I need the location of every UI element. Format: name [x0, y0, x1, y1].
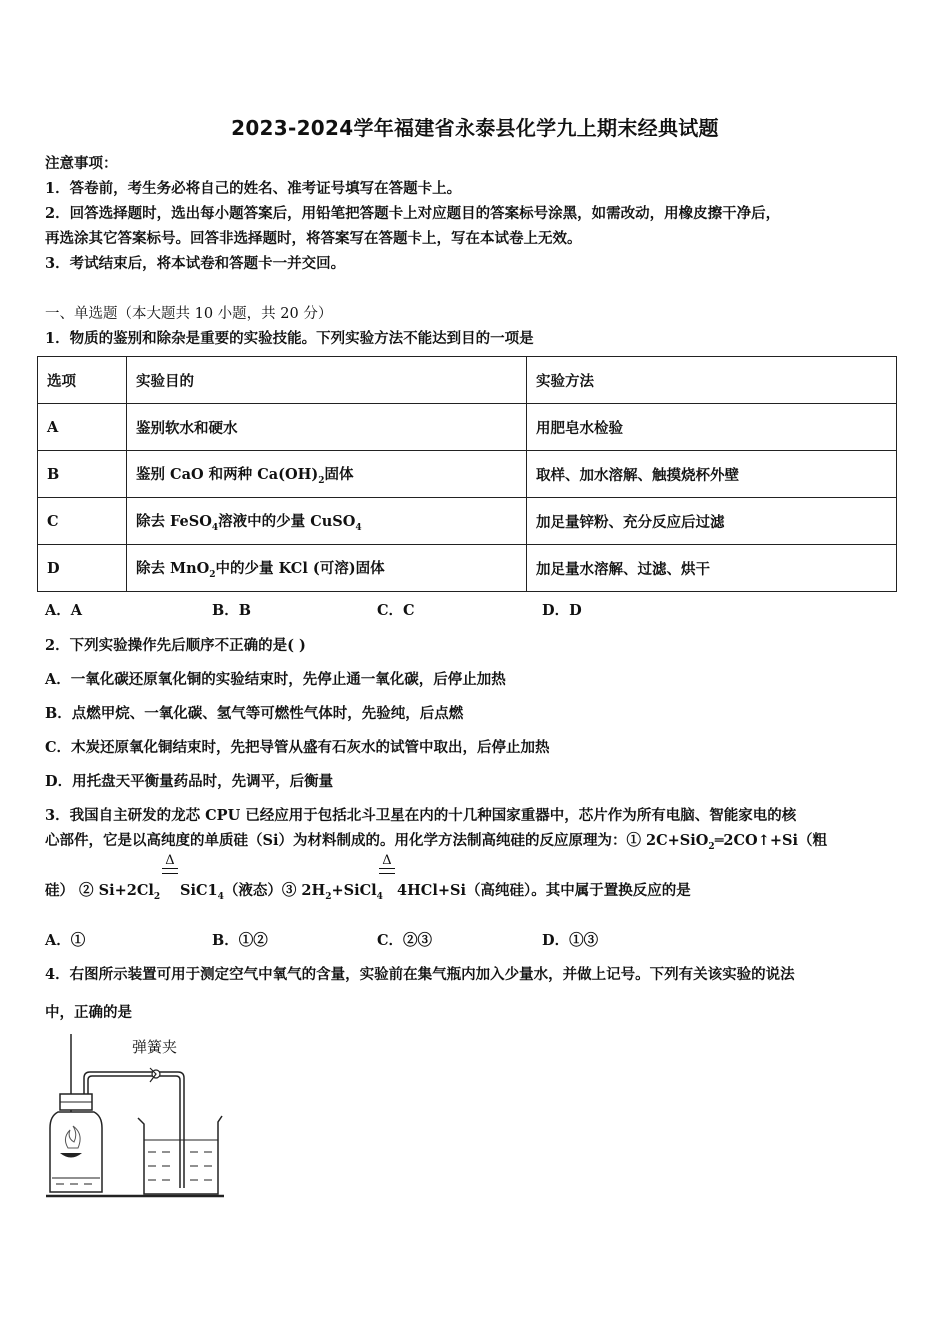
- table-row: [38, 451, 897, 498]
- row-method: 加足量锌粉、充分反应后过滤: [527, 498, 897, 545]
- q1-option-a: A．A: [45, 602, 83, 619]
- heat-condition-2: Δ: [379, 855, 395, 874]
- notice-item-2-cont: 再选涂其它答案标号。回答非选择题时，将答案写在答题卡上，写在本试卷上无效。: [45, 230, 582, 247]
- q3-option-c: C．②③: [377, 932, 433, 949]
- q4-line-2: 中，正确的是: [45, 1004, 132, 1021]
- row-method: 取样、加水溶解、触摸烧杯外壁: [527, 451, 897, 498]
- row-method: 用肥皂水检验: [527, 404, 897, 451]
- row-purpose: 除去 MnO$_2$中的少量 KCl (可溶)固体: [127, 545, 527, 592]
- apparatus-figure: [40, 1028, 240, 1208]
- table-header-row: [38, 357, 897, 404]
- q1-option-b: B．B: [212, 602, 252, 619]
- q1-option-c: C．C: [377, 602, 415, 619]
- q3-line-2: 心部件，它是以高纯度的单质硅（Si）为材料制成的。用化学方法制高纯硅的反应原理为：① 2C+SiO$_2$═2CO↑+Si（粗: [45, 832, 827, 852]
- q2-option-c: C．木炭还原氧化铜结束时，先把导管从盛有石灰水的试管中取出，后停止加热: [45, 739, 550, 756]
- clamp-label: 弹簧夹: [132, 1038, 178, 1056]
- row-purpose: 鉴别软水和硬水: [127, 404, 527, 451]
- row-option: D: [38, 545, 127, 592]
- q4-line-1: 4．右图所示装置可用于测定空气中氧气的含量，实验前在集气瓶内加入少量水，并做上记号。下列有关该实验的说法: [45, 966, 795, 983]
- notice-heading: 注意事项：: [45, 155, 118, 172]
- q3-line-1: 3．我国自主研发的龙芯 CPU 已经应用于包括北斗卫星在内的十几种国家重器中，芯片作为所有电脑、智能家电的核: [45, 807, 797, 824]
- row-option: B: [38, 451, 127, 498]
- q3-option-d: D．①③: [542, 932, 599, 949]
- table-row: [38, 498, 897, 545]
- notice-item-2: 2．回答选择题时，选出每小题答案后，用铅笔把答题卡上对应题目的答案标号涂黑，如需改动，用橡皮擦干净后，: [45, 205, 781, 222]
- table-row: [38, 545, 897, 592]
- row-method: 加足量水溶解、过滤、烘干: [527, 545, 897, 592]
- q1-stem: 1．物质的鉴别和除杂是重要的实验技能。下列实验方法不能达到目的一项是: [45, 330, 534, 347]
- q1-table: [37, 356, 897, 592]
- header-method: 实验方法: [527, 357, 897, 404]
- header-purpose: 实验目的: [127, 357, 527, 404]
- page-title: 2023-2024学年福建省永泰县化学九上期末经典试题: [231, 116, 719, 140]
- q2-option-a: A．一氧化碳还原氧化铜的实验结束时，先停止通一氧化碳，后停止加热: [45, 671, 506, 688]
- q3-option-b: B．①②: [212, 932, 268, 949]
- notice-item-1: 1．答卷前，考生务必将自己的姓名、准考证号填写在答题卡上。: [45, 180, 462, 197]
- q3-line-3-end: 4HCl+Si（高纯硅）。其中属于置换反应的是: [397, 882, 691, 899]
- q2-option-b: B．点燃甲烷、一氧化碳、氢气等可燃性气体时，先验纯，后点燃: [45, 705, 464, 722]
- q2-option-d: D．用托盘天平衡量药品时，先调平，后衡量: [45, 773, 334, 790]
- header-option: 选项: [38, 357, 127, 404]
- heat-condition-1: Δ: [162, 855, 178, 874]
- q1-option-d: D．D: [542, 602, 582, 619]
- q2-stem: 2．下列实验操作先后顺序不正确的是( ): [45, 637, 306, 654]
- row-purpose: 除去 FeSO$_4$溶液中的少量 CuSO$_4$: [127, 498, 527, 545]
- q3-option-a: A．①: [45, 932, 86, 949]
- q3-line-3-mid: $SiC1_4$（液态）③ $2H_2+SiCl_4$: [180, 882, 383, 902]
- row-purpose: 鉴别 CaO 和两种 $Ca(OH)_2$固体: [127, 451, 527, 498]
- notice-item-3: 3．考试结束后，将本试卷和答题卡一并交回。: [45, 255, 346, 272]
- section-heading: 一、单选题（本大题共 10 小题，共 20 分）: [45, 306, 333, 322]
- row-option: C: [38, 498, 127, 545]
- row-option: A: [38, 404, 127, 451]
- table-row: [38, 404, 897, 451]
- q3-line-3: 硅） ② $Si+2Cl_2$: [45, 882, 161, 902]
